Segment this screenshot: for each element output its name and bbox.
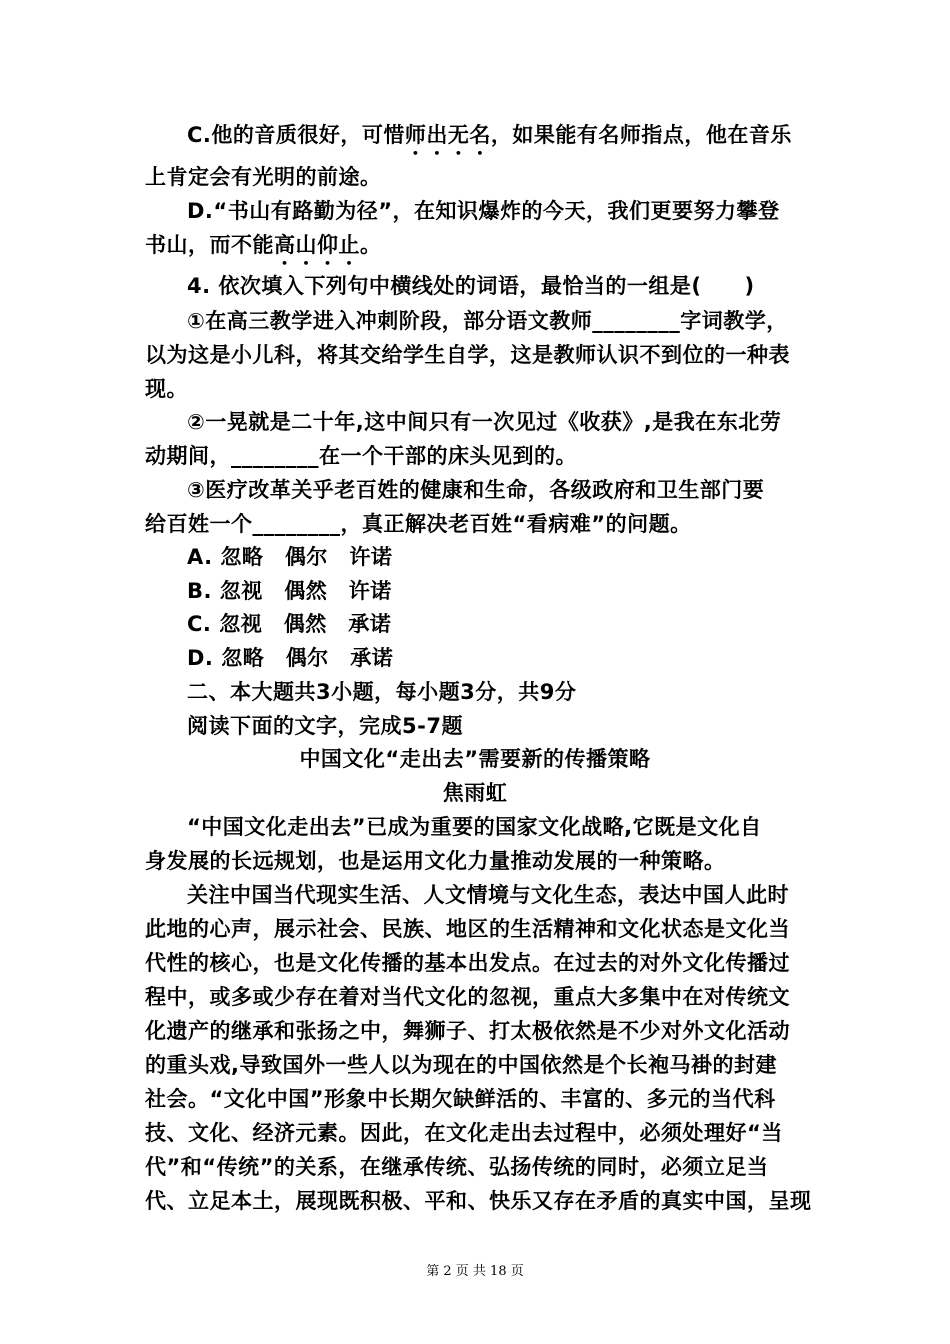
paragraph-1-line1: “中国文化走出去”已成为重要的国家文化战略,它既是文化自 [187, 815, 762, 839]
sentence-1-line1: ①在高三教学进入冲刺阶段，部分语文教师________字词教学， [187, 309, 788, 333]
option-c-line2: 上肯定会有光明的前途。 [145, 165, 382, 189]
reading-instruction: 阅读下面的文字，完成5-7题 [187, 714, 463, 738]
paragraph-2-line8: 技、文化、经济元素。因此，在文化走出去过程中，必须处理好“当 [145, 1121, 783, 1145]
paragraph-2-line10: 代、立足本土，展现既积极、平和、快乐又存在矛盾的真实中国，呈现 [145, 1189, 812, 1213]
paragraph-2-line3: 代性的核心，也是文化传播的基本出发点。在过去的对外文化传播过 [145, 951, 790, 975]
choice-a: A. 忽略 偶尔 许诺 [187, 545, 393, 569]
paragraph-2-line5: 化遗产的继承和张扬之中，舞狮子、打太极依然是不少对外文化活动 [145, 1019, 790, 1043]
emphasized-idiom: 高山仰止 [274, 233, 360, 257]
sentence-3-line1: ③医疗改革关乎老百姓的健康和生命，各级政府和卫生部门要 [187, 478, 765, 502]
choice-d: D. 忽略 偶尔 承诺 [187, 646, 394, 670]
paragraph-1-line2: 身发展的长远规划，也是运用文化力量推动发展的一种策略。 [145, 849, 726, 873]
article-author: 焦雨虹 [442, 781, 508, 805]
question-4-stem: 4. 依次填入下列句中横线处的词语，最恰当的一组是( ) [187, 274, 755, 298]
choice-b: B. 忽视 偶然 许诺 [187, 579, 392, 603]
article-title: 中国文化“走出去”需要新的传播策略 [299, 747, 651, 771]
paragraph-2-line6: 的重头戏,导致国外一些人以为现在的中国依然是个长袍马褂的封建 [145, 1053, 777, 1077]
choice-c: C. 忽视 偶然 承诺 [187, 612, 392, 636]
sentence-1-line3: 现。 [145, 377, 188, 401]
emphasized-idiom: 师出无名 [404, 123, 491, 147]
section-heading: 二、本大题共3小题，每小题3分，共9分 [187, 680, 577, 704]
paragraph-2-line7: 社会。“文化中国”形象中长期欠缺鲜活的、丰富的、多元的当代科 [145, 1087, 776, 1111]
sentence-2-line2: 动期间，________在一个干部的床头见到的。 [145, 444, 577, 468]
paragraph-2-line1: 关注中国当代现实生活、人文情境与文化生态，表达中国人此时 [187, 883, 789, 907]
sentence-1-line2: 以为这是小儿科，将其交给学生自学，这是教师认识不到位的一种表 [145, 343, 790, 367]
sentence-2-line1: ②一晃就是二十年,这中间只有一次见过《收获》,是我在东北劳 [187, 410, 782, 434]
sentence-3-line2: 给百姓一个________，真正解决老百姓“看病难”的问题。 [145, 512, 692, 536]
paragraph-2-line2: 此地的心声，展示社会、民族、地区的生活精神和文化状态是文化当 [145, 917, 790, 941]
option-d-line2: 书山，而不能高山仰止。 [145, 233, 382, 257]
paragraph-2-line4: 程中，或多或少存在着对当代文化的忽视，重点大多集中在对传统文 [145, 985, 790, 1009]
option-c-line1: C.他的音质很好，可惜师出无名，如果能有名师指点，他在音乐 [187, 123, 792, 147]
page-footer: 第 2 页 共 18 页 [426, 1264, 524, 1279]
paragraph-2-line9: 代”和“传统”的关系，在继承传统、弘扬传统的同时，必须立足当 [145, 1155, 769, 1179]
option-d-line1: D.“书山有路勤为径”，在知识爆炸的今天，我们更要努力攀登 [187, 199, 780, 223]
